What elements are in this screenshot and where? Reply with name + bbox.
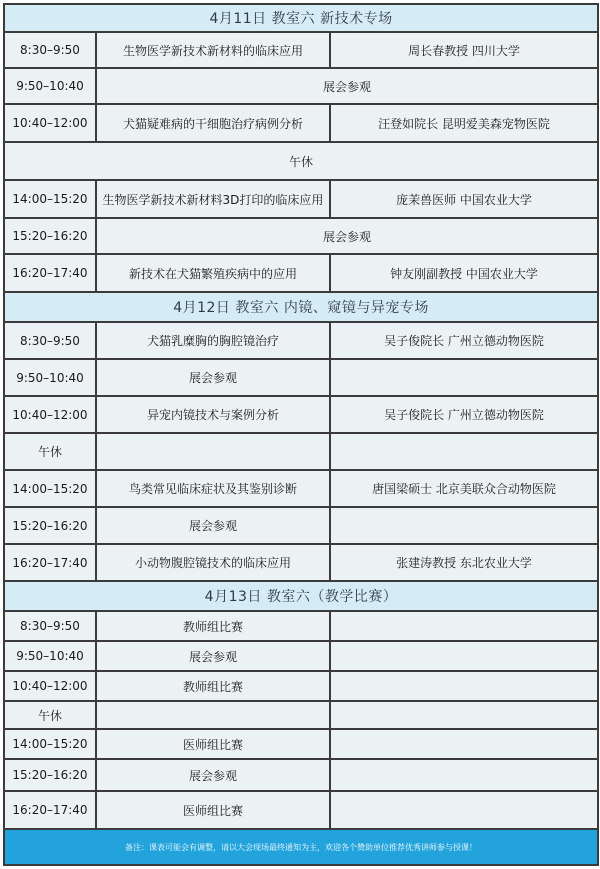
topic-cell: 展会参观 bbox=[96, 359, 330, 396]
table-row bbox=[4, 729, 598, 759]
time-cell: 10:40–12:00 bbox=[4, 671, 96, 701]
speaker-cell bbox=[330, 433, 598, 470]
table-row bbox=[4, 218, 598, 254]
topic-cell: 异宠内镜技术与案例分析 bbox=[96, 396, 330, 433]
time-cell: 午休 bbox=[4, 701, 96, 729]
topic-cell: 生物医学新技术新材料3D打印的临床应用 bbox=[96, 180, 330, 218]
speaker-cell: 庞茉兽医师 中国农业大学 bbox=[330, 180, 598, 218]
topic-cell: 犬猫疑难病的干细胞治疗病例分析 bbox=[96, 104, 330, 142]
day3-header: 4月13日 教室六（教学比赛） bbox=[4, 581, 598, 611]
topic-cell: 展会参观 bbox=[96, 641, 330, 671]
table-row bbox=[4, 32, 598, 68]
speaker-cell bbox=[330, 671, 598, 701]
speaker-cell bbox=[330, 611, 598, 641]
time-cell: 8:30–9:50 bbox=[4, 611, 96, 641]
time-cell: 15:20–16:20 bbox=[4, 507, 96, 544]
speaker-cell: 周长春教授 四川大学 bbox=[330, 32, 598, 68]
speaker-cell: 汪登如院长 昆明爱美森宠物医院 bbox=[330, 104, 598, 142]
table-row bbox=[4, 544, 598, 581]
speaker-cell bbox=[330, 641, 598, 671]
schedule-table bbox=[3, 3, 599, 866]
topic-cell: 教师组比赛 bbox=[96, 671, 330, 701]
topic-cell: 新技术在犬猫繁殖疾病中的应用 bbox=[96, 254, 330, 292]
time-cell: 午休 bbox=[4, 433, 96, 470]
speaker-cell bbox=[330, 759, 598, 791]
time-cell: 16:20–17:40 bbox=[4, 791, 96, 829]
topic-cell: 展会参观 bbox=[96, 507, 330, 544]
speaker-cell: 吴子俊院长 广州立德动物医院 bbox=[330, 322, 598, 359]
speaker-cell: 唐国梁硕士 北京美联众合动物医院 bbox=[330, 470, 598, 507]
day3-header-row bbox=[4, 581, 598, 611]
time-cell: 16:20–17:40 bbox=[4, 544, 96, 581]
lunch-row bbox=[4, 142, 598, 180]
time-cell: 9:50–10:40 bbox=[4, 359, 96, 396]
table-row bbox=[4, 759, 598, 791]
table-row bbox=[4, 396, 598, 433]
speaker-cell bbox=[330, 701, 598, 729]
table-row bbox=[4, 104, 598, 142]
time-cell: 9:50–10:40 bbox=[4, 68, 96, 104]
speaker-cell bbox=[330, 507, 598, 544]
topic-cell: 鸟类常见临床症状及其鉴别诊断 bbox=[96, 470, 330, 507]
time-cell: 8:30–9:50 bbox=[4, 32, 96, 68]
time-cell: 15:20–16:20 bbox=[4, 218, 96, 254]
day2-header: 4月12日 教室六 内镜、窥镜与异宠专场 bbox=[4, 292, 598, 322]
lunch-cell: 午休 bbox=[4, 142, 598, 180]
table-row bbox=[4, 611, 598, 641]
merged-activity-cell: 展会参观 bbox=[96, 68, 598, 104]
footer-note: 备注：课表可能会有调整，请以大会现场最终通知为主，欢迎各个赞助单位推荐优秀讲师参与授课！ bbox=[4, 829, 598, 865]
topic-cell: 小动物腹腔镜技术的临床应用 bbox=[96, 544, 330, 581]
speaker-cell: 张建涛教授 东北农业大学 bbox=[330, 544, 598, 581]
speaker-cell bbox=[330, 791, 598, 829]
time-cell: 10:40–12:00 bbox=[4, 396, 96, 433]
day2-header-row bbox=[4, 292, 598, 322]
topic-cell: 医师组比赛 bbox=[96, 791, 330, 829]
table-row bbox=[4, 322, 598, 359]
topic-cell: 犬猫乳糜胸的胸腔镜治疗 bbox=[96, 322, 330, 359]
time-cell: 14:00–15:20 bbox=[4, 729, 96, 759]
time-cell: 8:30–9:50 bbox=[4, 322, 96, 359]
time-cell: 15:20–16:20 bbox=[4, 759, 96, 791]
table-row bbox=[4, 359, 598, 396]
speaker-cell bbox=[330, 359, 598, 396]
table-row bbox=[4, 791, 598, 829]
footer-row bbox=[4, 829, 598, 865]
merged-activity-cell: 展会参观 bbox=[96, 218, 598, 254]
table-row bbox=[4, 470, 598, 507]
table-row bbox=[4, 68, 598, 104]
day1-header: 4月11日 教室六 新技术专场 bbox=[4, 4, 598, 32]
table-row bbox=[4, 507, 598, 544]
topic-cell: 生物医学新技术新材料的临床应用 bbox=[96, 32, 330, 68]
table-row bbox=[4, 180, 598, 218]
table-row bbox=[4, 701, 598, 729]
speaker-cell: 钟友刚副教授 中国农业大学 bbox=[330, 254, 598, 292]
speaker-cell bbox=[330, 729, 598, 759]
topic-cell: 医师组比赛 bbox=[96, 729, 330, 759]
time-cell: 10:40–12:00 bbox=[4, 104, 96, 142]
time-cell: 14:00–15:20 bbox=[4, 470, 96, 507]
table-row bbox=[4, 641, 598, 671]
topic-cell: 展会参观 bbox=[96, 759, 330, 791]
time-cell: 16:20–17:40 bbox=[4, 254, 96, 292]
speaker-cell: 吴子俊院长 广州立德动物医院 bbox=[330, 396, 598, 433]
topic-cell bbox=[96, 433, 330, 470]
time-cell: 9:50–10:40 bbox=[4, 641, 96, 671]
day1-header-row bbox=[4, 4, 598, 32]
topic-cell: 教师组比赛 bbox=[96, 611, 330, 641]
time-cell: 14:00–15:20 bbox=[4, 180, 96, 218]
table-row bbox=[4, 671, 598, 701]
table-row bbox=[4, 254, 598, 292]
table-row bbox=[4, 433, 598, 470]
topic-cell bbox=[96, 701, 330, 729]
